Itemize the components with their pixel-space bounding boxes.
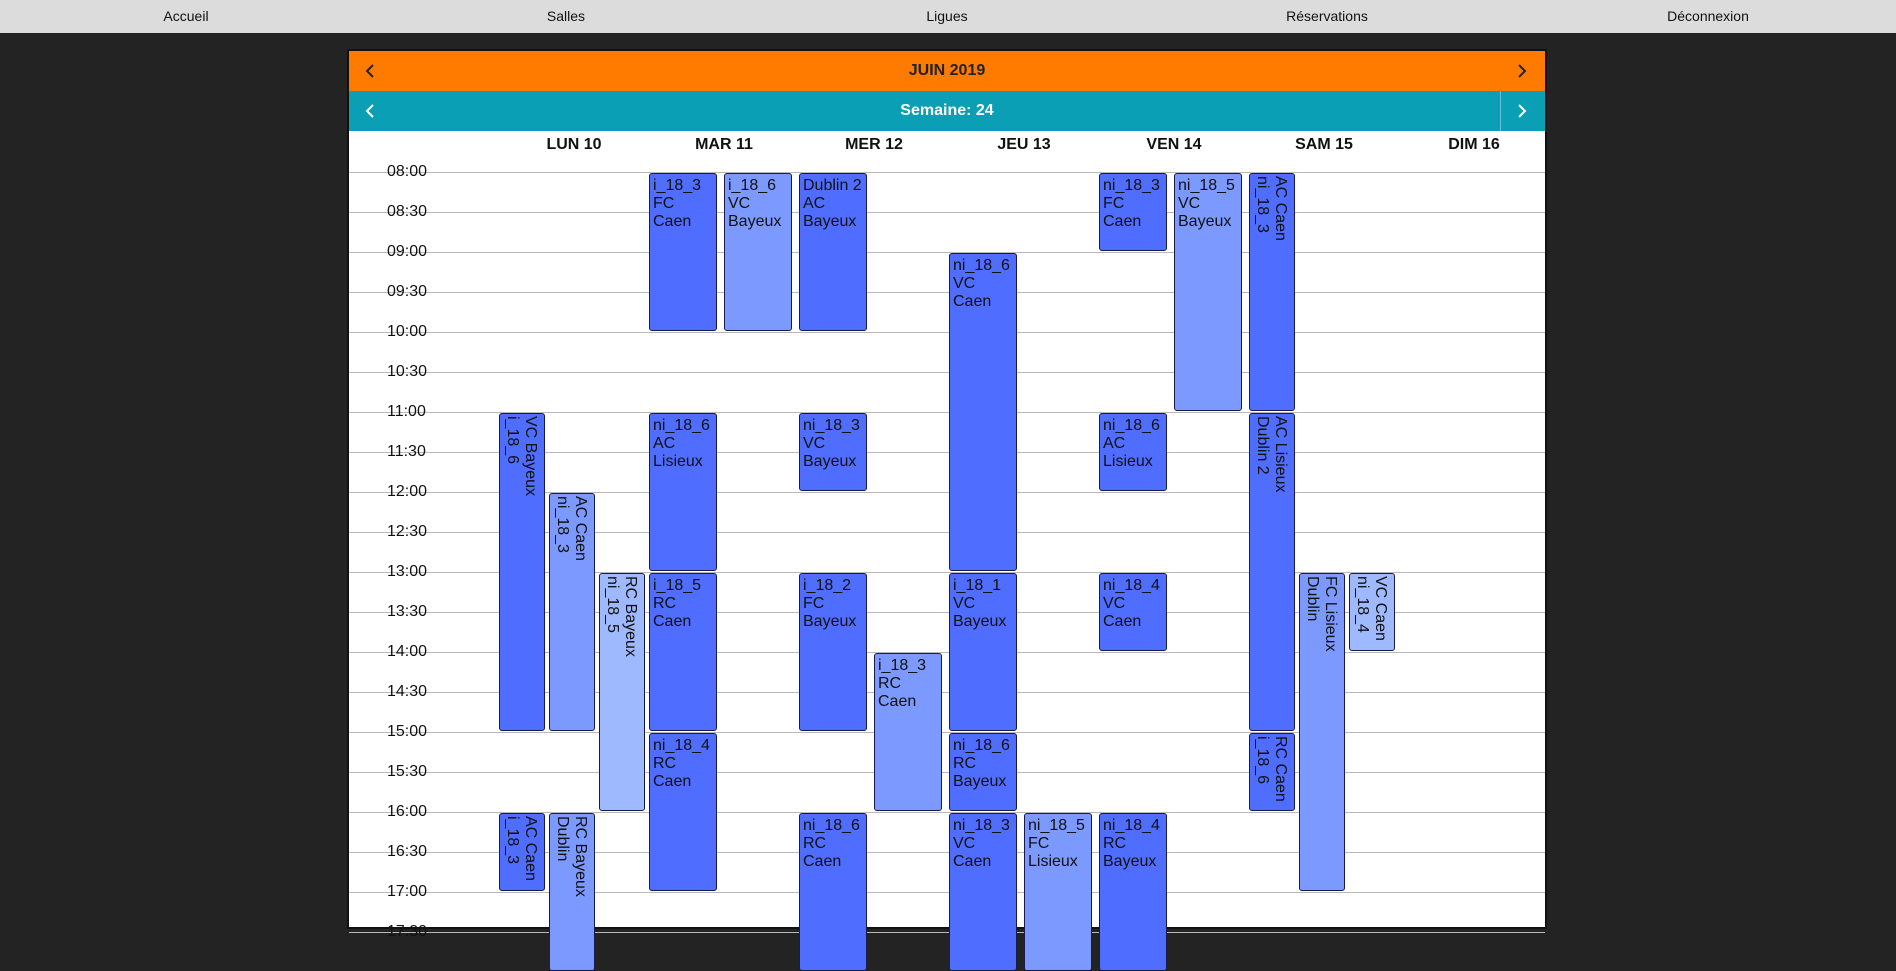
chevron-left-icon	[363, 103, 377, 119]
time-gridline	[349, 332, 1545, 333]
reservation-event[interactable]	[649, 573, 717, 731]
time-label: 16:30	[387, 843, 428, 860]
chevron-right-icon	[1515, 103, 1529, 119]
time-label: 15:00	[387, 723, 428, 740]
time-label: 08:30	[387, 203, 428, 220]
top-navigation-bar	[0, 0, 1896, 33]
day-header: LUN 10	[546, 136, 602, 153]
reservation-event[interactable]	[949, 813, 1017, 971]
time-label: 10:30	[387, 363, 428, 380]
nav-item-reservations[interactable]: Réservations	[1286, 8, 1368, 24]
reservation-event[interactable]	[1099, 173, 1167, 251]
reservation-event-label: RC Bayeux Dublin	[554, 816, 589, 897]
reservation-event[interactable]	[599, 573, 645, 811]
reservation-event[interactable]	[649, 733, 717, 891]
next-month-button[interactable]	[1501, 51, 1545, 91]
reservation-event[interactable]	[499, 413, 545, 731]
time-label: 17:00	[387, 883, 428, 900]
reservation-event-label: ni_18_4 RC Caen	[653, 737, 710, 790]
time-label: 12:30	[387, 523, 428, 540]
chevron-right-icon	[1515, 63, 1529, 79]
reservation-event[interactable]	[949, 253, 1017, 571]
chevron-left-icon	[363, 63, 377, 79]
time-label: 11:00	[387, 403, 426, 420]
nav-item-accueil[interactable]: Accueil	[163, 8, 209, 24]
time-label: 12:00	[387, 483, 428, 500]
reservation-event[interactable]	[949, 733, 1017, 811]
day-header: MAR 11	[695, 136, 753, 153]
reservation-event[interactable]	[649, 413, 717, 571]
reservation-event-label: Dublin 2 AC Bayeux	[803, 177, 862, 230]
time-gridline	[349, 892, 1545, 893]
reservation-event[interactable]	[874, 653, 942, 811]
day-header: SAM 15	[1295, 136, 1353, 153]
reservation-event-label: ni_18_4 VC Caen	[1103, 577, 1160, 630]
reservation-event[interactable]	[1099, 413, 1167, 491]
reservation-event-label: i_18_1 VC Bayeux	[953, 577, 1007, 630]
reservation-event-label: i_18_3 FC Caen	[653, 177, 702, 230]
reservation-event-label: ni_18_6 AC Lisieux	[1103, 417, 1160, 470]
reservation-event[interactable]	[499, 813, 545, 891]
reservation-event-label: ni_18_6 RC Caen	[803, 817, 860, 870]
nav-item-salles[interactable]: Salles	[546, 8, 586, 24]
reservation-event[interactable]	[1249, 733, 1295, 811]
time-label: 08:00	[387, 163, 428, 180]
reservation-event-label: ni_18_3 VC Caen	[953, 817, 1010, 870]
day-header: DIM 16	[1448, 136, 1500, 153]
time-gridline	[349, 732, 1545, 733]
reservation-event[interactable]	[549, 813, 595, 971]
time-gridline	[349, 212, 1545, 213]
previous-month-button[interactable]	[349, 51, 393, 91]
reservation-event[interactable]	[1349, 573, 1395, 651]
day-header: JEU 13	[997, 136, 1051, 153]
reservation-event[interactable]	[724, 173, 792, 331]
reservation-event-label: AC Caen ni_18_3	[554, 496, 589, 561]
reservation-event-label: VC Bayeux i_18_6	[504, 416, 539, 497]
reservation-event-label: i_18_3 RC Caen	[878, 657, 927, 710]
time-label: 09:30	[387, 283, 428, 300]
month-title: JUIN 2019	[908, 62, 986, 79]
nav-item-deconnexion[interactable]: Déconnexion	[1667, 8, 1749, 24]
time-label: 16:00	[387, 803, 428, 820]
reservation-event-label: ni_18_6 AC Lisieux	[653, 417, 710, 470]
reservation-event-label: VC Caen ni_18_4	[1354, 576, 1389, 641]
reservation-event-label: RC Caen i_18_6	[1254, 736, 1289, 802]
month-bar	[349, 51, 1545, 91]
reservation-event-label: ni_18_5 FC Lisieux	[1028, 817, 1085, 870]
time-gridline	[349, 292, 1545, 293]
reservation-event[interactable]	[1174, 173, 1242, 411]
reservation-event-label: RC Bayeux ni_18_5	[604, 576, 639, 657]
time-label: 09:00	[387, 243, 428, 260]
day-header: VEN 14	[1146, 136, 1202, 153]
reservation-event[interactable]	[1099, 813, 1167, 971]
time-label: 13:30	[387, 603, 428, 620]
reservation-event[interactable]	[1299, 573, 1345, 891]
time-label: 17:30	[387, 923, 428, 940]
reservation-event[interactable]	[1249, 173, 1295, 411]
time-label: 11:30	[387, 443, 426, 460]
reservation-event-label: i_18_6 VC Bayeux	[728, 177, 782, 230]
reservation-event-label: AC Caen i_18_3	[504, 816, 539, 881]
reservation-event-label: AC Caen ni_18_3	[1254, 176, 1289, 241]
reservation-event[interactable]	[949, 573, 1017, 731]
reservation-event-label: ni_18_6 VC Caen	[953, 257, 1010, 310]
reservation-event[interactable]	[1249, 413, 1295, 731]
week-title: Semaine: 24	[900, 102, 994, 119]
reservation-event[interactable]	[799, 173, 867, 331]
reservation-event[interactable]	[799, 813, 867, 971]
time-label: 15:30	[387, 763, 428, 780]
reservation-event-label: ni_18_5 VC Bayeux	[1178, 177, 1235, 230]
week-bar	[349, 91, 1545, 131]
next-week-button[interactable]	[1500, 91, 1545, 131]
reservation-event[interactable]	[799, 573, 867, 731]
time-gridline	[349, 932, 1545, 933]
reservation-event-label: ni_18_3 FC Caen	[1103, 177, 1160, 230]
previous-week-button[interactable]	[349, 91, 393, 131]
reservation-event-label: ni_18_3 VC Bayeux	[803, 417, 860, 470]
reservation-event[interactable]	[549, 493, 595, 731]
reservation-event[interactable]	[649, 173, 717, 331]
reservation-event-label: ni_18_4 RC Bayeux	[1103, 817, 1160, 870]
time-gridline	[349, 772, 1545, 773]
reservation-event-label: i_18_5 RC Caen	[653, 577, 702, 630]
reservation-event-label: AC Lisieux Dublin 2	[1254, 416, 1289, 493]
time-gridline	[349, 172, 1545, 173]
time-label: 14:00	[387, 643, 428, 660]
time-gridline	[349, 252, 1545, 253]
reservation-event[interactable]	[1024, 813, 1092, 971]
time-label: 10:00	[387, 323, 428, 340]
reservation-event[interactable]	[799, 413, 867, 491]
time-gridline	[349, 372, 1545, 373]
time-label: 13:00	[387, 563, 428, 580]
calendar	[347, 49, 1547, 940]
day-header: MER 12	[845, 136, 903, 153]
reservation-event-label: ni_18_6 RC Bayeux	[953, 737, 1010, 790]
reservation-event[interactable]	[1099, 573, 1167, 651]
reservation-event-label: FC Lisieux Dublin	[1304, 576, 1339, 652]
nav-item-ligues[interactable]: Ligues	[926, 8, 968, 24]
time-label: 14:30	[387, 683, 428, 700]
reservation-event-label: i_18_2 FC Bayeux	[803, 577, 857, 630]
